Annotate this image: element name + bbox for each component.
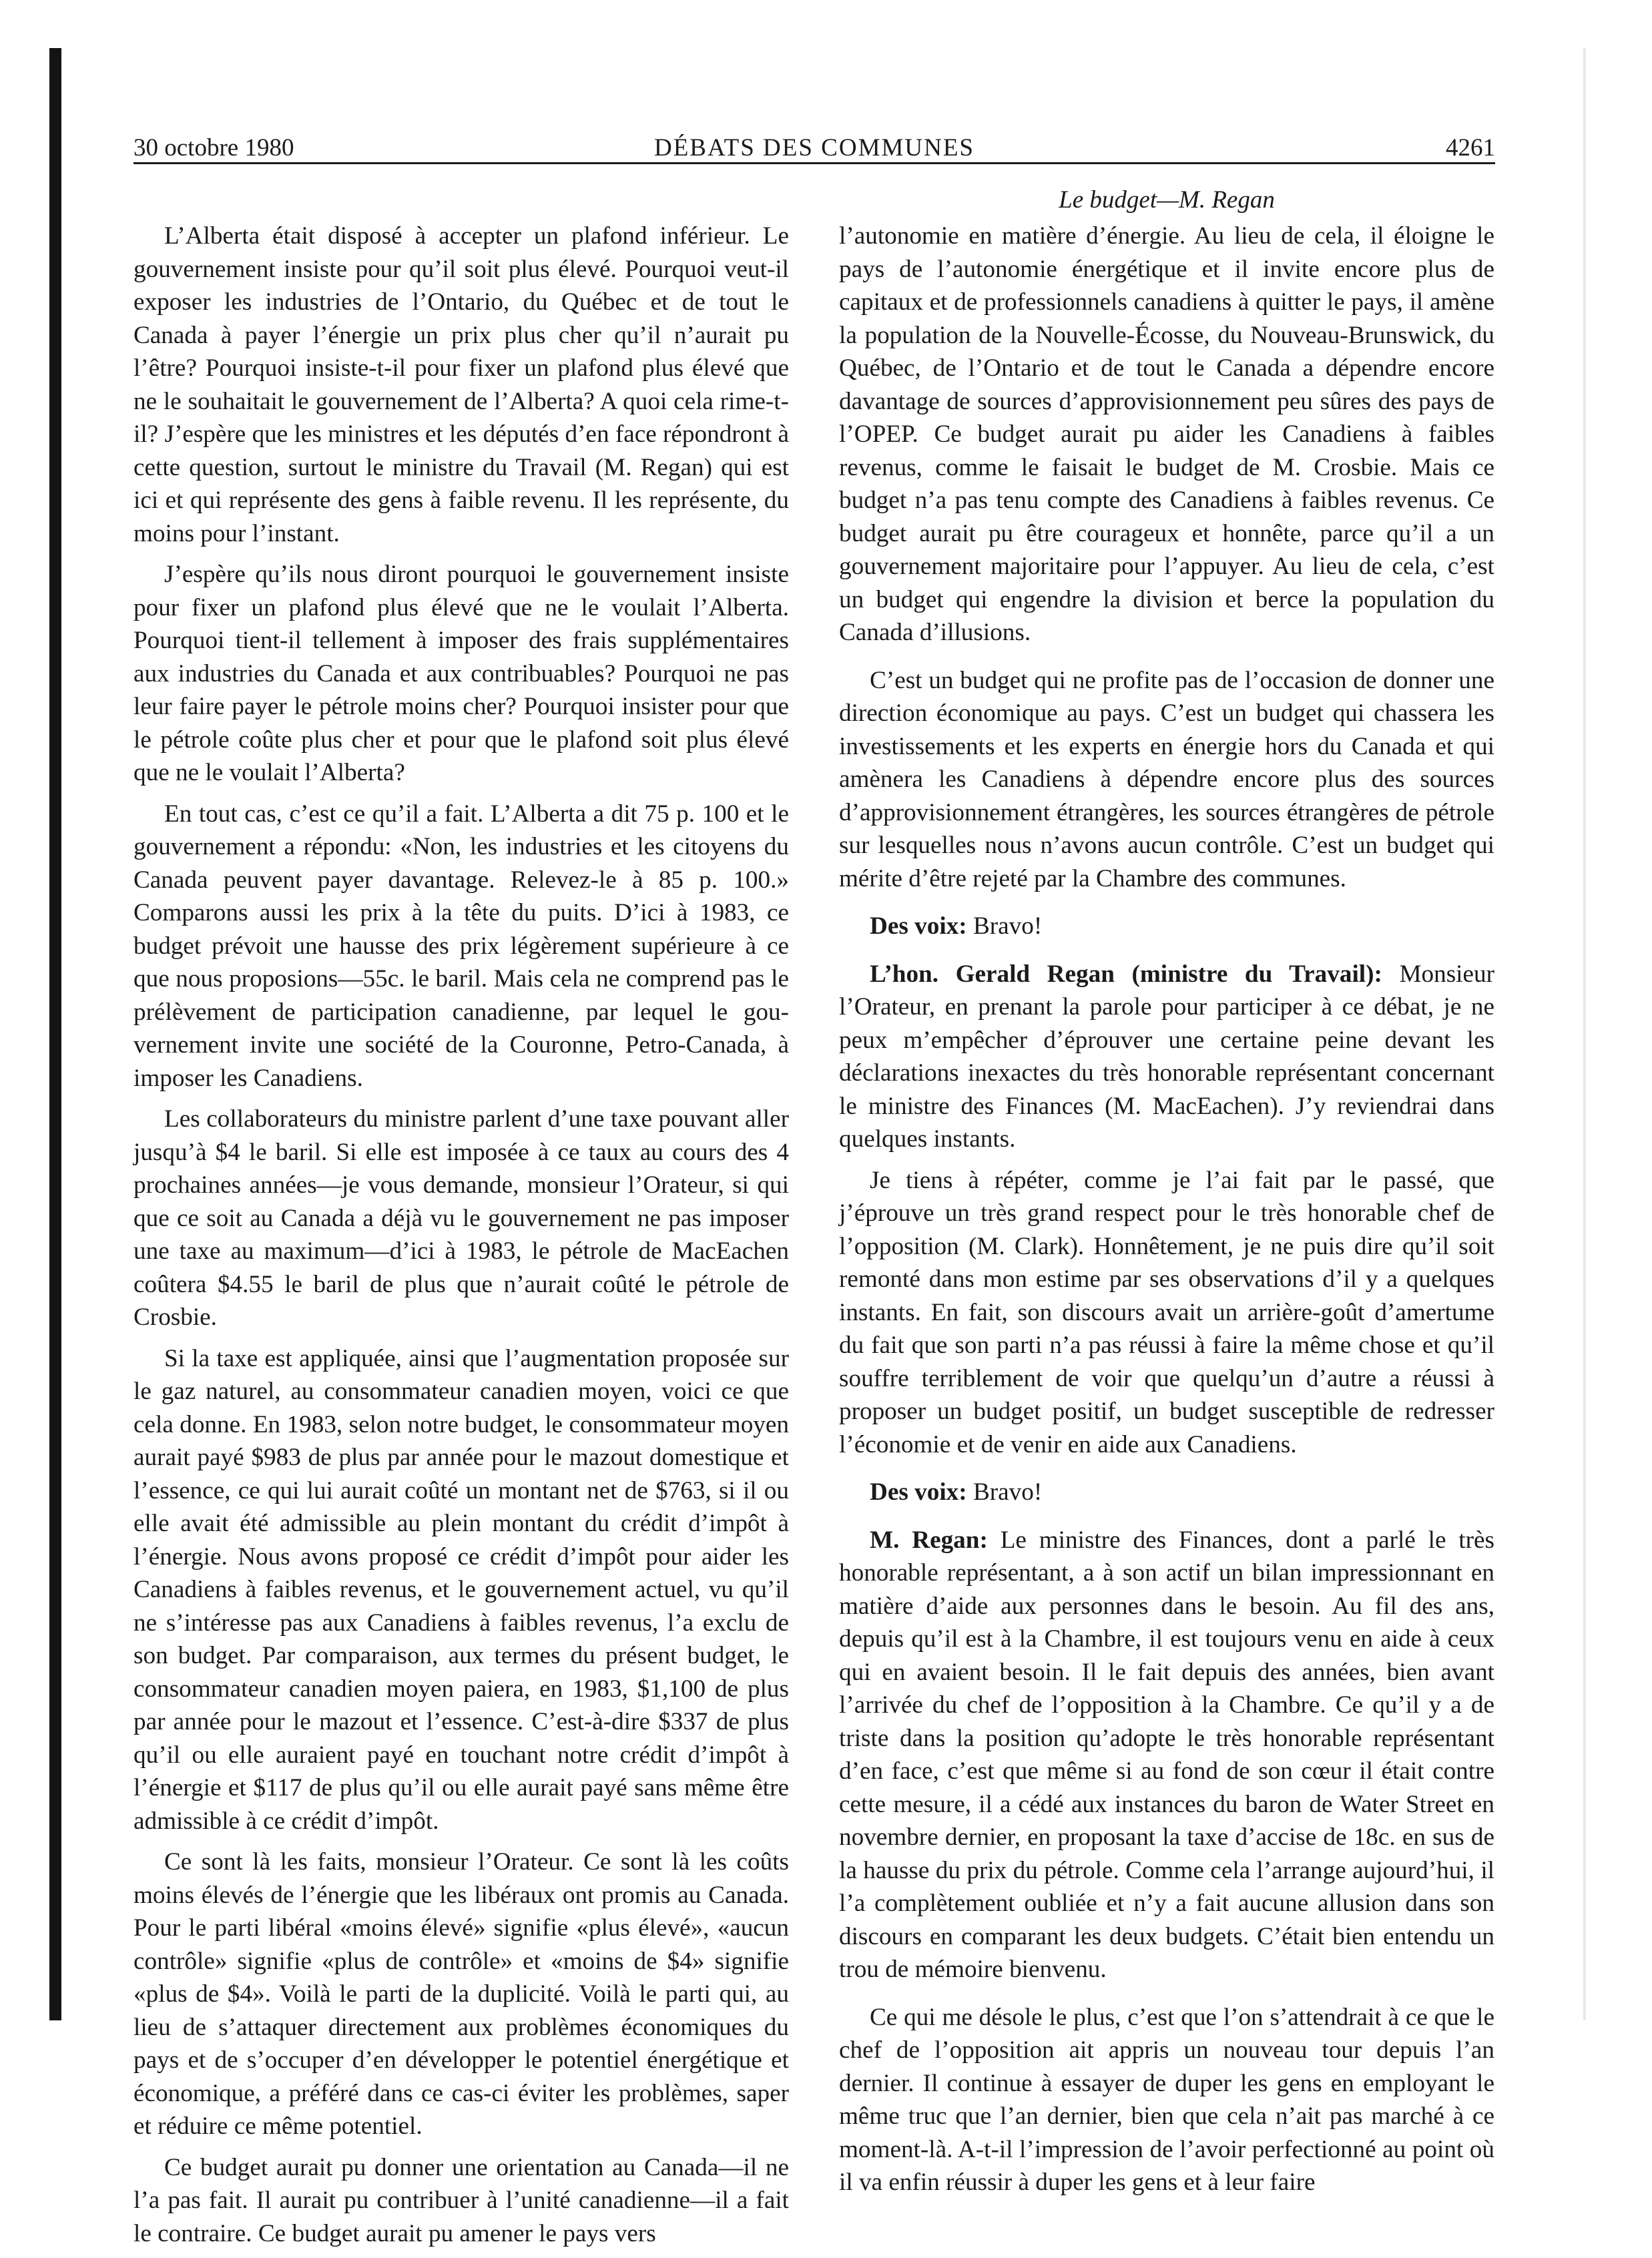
speaker-label: M. Regan: xyxy=(870,1526,988,1554)
scan-binding-edge xyxy=(49,48,61,2020)
paragraph: Je tiens à répéter, comme je l’ai fait par le passé, que j’éprouve un très grand respect pour le très honorable chef de l’opposition (M. Clark). Honnêtement, je ne puis dire qu’il soit remonté dans mon estime par ses observations d’il y a quelques instants. En fait, son discours avait un arrière-goût d’amertume du fait que son parti n’a pas réussi à faire la même chose et qu’il souffre terriblement de voir que quelqu’un d’autre a réussi à proposer un budget positif, un budget susceptible de redresser l’économie et de venir en aide aux Canadiens. xyxy=(839,1166,1494,1458)
speaker-label: L’hon. Gerald Regan (ministre du Travail): xyxy=(870,960,1382,988)
interjection-text: Bravo! xyxy=(973,912,1043,940)
left-column xyxy=(133,220,789,2258)
interjection xyxy=(839,1476,1494,1509)
header-date: 30 octobre 1980 xyxy=(133,134,294,162)
paragraph: Ce budget aurait pu donner une orientation au Canada—il ne l’a pas fait. Il aurait pu contribuer à l’unité canadienne—il a fait le contraire. Ce budget aurait pu amener le pays vers xyxy=(133,2153,789,2247)
paragraph: J’espère qu’ils nous diront pourquoi le gouvernement insiste pour fixer un plafond plus élevé que ne le voulait l’Alberta. Pourquoi tient-il tellement à imposer des frais supplémentaires aux industries du Canada et aux contribuables? Pourquoi ne pas leur faire payer le pétrole moins cher? Pourquoi insister pour que le pétrole coûte plus cher et pour que le plafond soit plus élevé que ne le voulait l’Alberta? xyxy=(133,561,789,786)
speaker-label: Des voix: xyxy=(870,912,967,940)
header-rule xyxy=(133,162,1495,164)
speech-text: Le ministre des Finances, dont a parlé le très honorable représentant, a à son actif un bilan impressionnant en matière d’aide aux personnes dans le besoin. Au fil des ans, depuis qu’il est à la Chambre, il est toujours venu en aide à ceux qui en avaient besoin. Il le fait depuis des années, bien avant l’arrivée du chef de l’opposition à la Chambre. Ce qu’il y a de triste dans la position qu’adopte le très honorable représentant d’en face, c’est que même si au fond de son cœur il était contre cette mesure, il a cédé aux instances du baron de Water Street en novembre dernier, en proposant la taxe d’accise de 18c. en sus de la hausse du prix du pétrole. Comme cela l’arrange aujourd’hui, il l’a complètement oubliée et n’y a fait aucune allusion dans son discours en comparant les deux budgets. C’était bien entendu un trou de mémoire bienvenu. xyxy=(839,1526,1495,1983)
speech-paragraph xyxy=(839,958,1494,1156)
scan-page-edge xyxy=(1583,48,1586,2020)
running-head: Le budget—M. Regan xyxy=(1059,186,1275,214)
page-header xyxy=(133,133,1495,163)
interjection-text: Bravo! xyxy=(973,1478,1043,1506)
paragraph: Ce qui me désole le plus, c’est que l’on s’attendrait à ce que le chef de l’opposition ait appris un nouveau tour depuis l’an dernier. Il continue à essayer de duper les gens en employant le même truc que l’an dernier, bien que cela n’ait pas marché à ce moment-là. A-t-il l’impression de l’avoir perfectionné au point où il va enfin réussir à duper les gens et à leur faire xyxy=(839,2003,1494,2196)
right-column xyxy=(839,220,1494,2207)
paragraph: C’est un budget qui ne profite pas de l’occasion de donner une direction économique au pays. C’est un budget qui chassera les investissements et les experts en énergie hors du Canada et qui amènera les Canadiens à dépendre encore plus des sources d’approvisionnement étrangères, les sources étrangères de pétrole sur lesquelles nous n’avons aucun contrôle. C’est un budget qui mérite d’être rejeté par la Chambre des communes. xyxy=(839,666,1494,892)
header-journal-title: DÉBATS DES COMMUNES xyxy=(653,134,975,162)
paragraph: Si la taxe est appliquée, ainsi que l’augmentation proposée sur le gaz naturel, au consommateur canadien moyen, voici ce que cela donne. En 1983, selon notre budget, le consommateur moyen aurait payé $983 de plus par année pour le mazout domestique et l’essence, ce qui lui aurait coûté un montant net de $763, si il ou elle avait été admissible au plein montant du crédit d’impôt à l’énergie. Nous avons proposé ce crédit d’impôt pour aider les Canadiens à faibles revenus, et le gouvernement actuel, vu qu’il ne s’intéresse pas aux Canadiens à faibles revenus, l’a exclu de son budget. Par comparaison, aux termes du présent budget, le consommateur canadien moyen paiera, en 1983, $1,100 de plus par année pour le mazout et l’essence. C’est-à-dire $337 de plus qu’il ou elle auraient payé en touchant notre crédit d’impôt à l’énergie et $117 de plus qu’il ou elle aurait payé sans même être admissible à ce crédit d’impôt. xyxy=(133,1344,789,1835)
paragraph: L’Alberta était disposé à accepter un plafond inférieur. Le gouvernement insiste pour qu’il soit plus élevé. Pourquoi veut-il exposer les industries de l’Ontario, du Québec et de tout le Canada à payer l’énergie un prix plus cher qu’il n’aurait pu l’être? Pourquoi insiste-t-il pour fixer un plafond plus élevé que ne le souhaitait le gouvernement de l’Alberta? A quoi cela rime-t-il? J’espère que les ministres et les députés d’en face répondront à cette question, surtout le ministre du Travail (M. Regan) qui est ici et qui représente des gens à faible revenu. Il les représente, du moins pour l’instant. xyxy=(133,222,790,547)
paragraph: l’autonomie en matière d’énergie. Au lieu de cela, il éloigne le pays de l’autonomie énergétique et il invite encore plus de capitaux et de professionnels canadiens à quitter le pays, il amène la population de la Nouvelle-Écosse, du Nouveau-Brunswick, du Québec, de l’Ontario et de tout le Canada a dépendre encore davantage de sources d’approvisionnement peu sûres des pays de l’OPEP. Ce budget aurait pu aider les Canadiens à faibles revenus, comme le faisait le budget de M. Crosbie. Mais ce budget n’a pas tenu compte des Canadiens à faibles revenus. Ce budget aurait pu être courageux et honnête, parce qu’il a un gouvernement majoritaire pour l’appuyer. Au lieu de cela, c’est un budget qui engendre la division et berce la population du Canada d’illusions. xyxy=(839,222,1494,646)
speech-text: Monsieur l’Orateur, en prenant la parole pour participer à ce débat, je ne peux m’empêcher d’éprouver une certaine peine devant les déclarations inexactes du très honorable représentant concernant le ministre des Finances (M. MacEachen). J’y reviendrai dans quelques instants. xyxy=(839,960,1494,1153)
interjection xyxy=(839,910,1494,943)
paragraph: Les collaborateurs du ministre parlent d’une taxe pouvant aller jusqu’à $4 le baril. Si elle est imposée à ce taux au cours des 4 prochaines années—je vous demande, monsieur l’Orateur, si qui que ce soit au Canada a déjà vu le gouvernement ne pas imposer une taxe au maximum—d’ici à 1983, le pétrole de MacEachen coûtera $4.55 le baril de plus que n’aurait coûté le pétrole de Crosbie. xyxy=(133,1105,789,1331)
paragraph: Ce sont là les faits, monsieur l’Orateur. Ce sont là les coûts moins élevés de l’énergie que les libéraux ont promis au Canada. Pour le parti libéral «moins élevé» signifie «plus élevé», «aucun contrôle» signifie «plus de contrôle» et «moins de $4» signifie «plus de $4». Voilà le parti de la duplicité. Voilà le parti qui, au lieu de s’attaquer directement aux problèmes économiques du pays et de s’occuper d’en développer le potentiel énergétique et économique, a préféré dans ce cas-ci éviter les problèmes, saper et réduire ce même potentiel. xyxy=(133,1848,789,2140)
header-page-number: 4261 xyxy=(1446,134,1495,162)
paragraph: En tout cas, c’est ce qu’il a fait. L’Alberta a dit 75 p. 100 et le gouvernement a répondu: «Non, les industries et les citoyens du Canada peuvent payer davantage. Relevez-le à 85 p. 100.» Comparons aussi les prix à la tête du puits. D’ici à 1983, ce budget prévoit une hausse des prix légèrement supérieure à ce que nous proposions—55c. le baril. Mais cela ne comprend pas le prélèvement de participation canadienne, par lequel le gouvernement invite une société de la Couronne, Petro-Canada, à imposer les Canadiens. xyxy=(133,800,789,1092)
speech-paragraph xyxy=(839,1524,1494,1986)
speaker-label: Des voix: xyxy=(870,1478,967,1506)
